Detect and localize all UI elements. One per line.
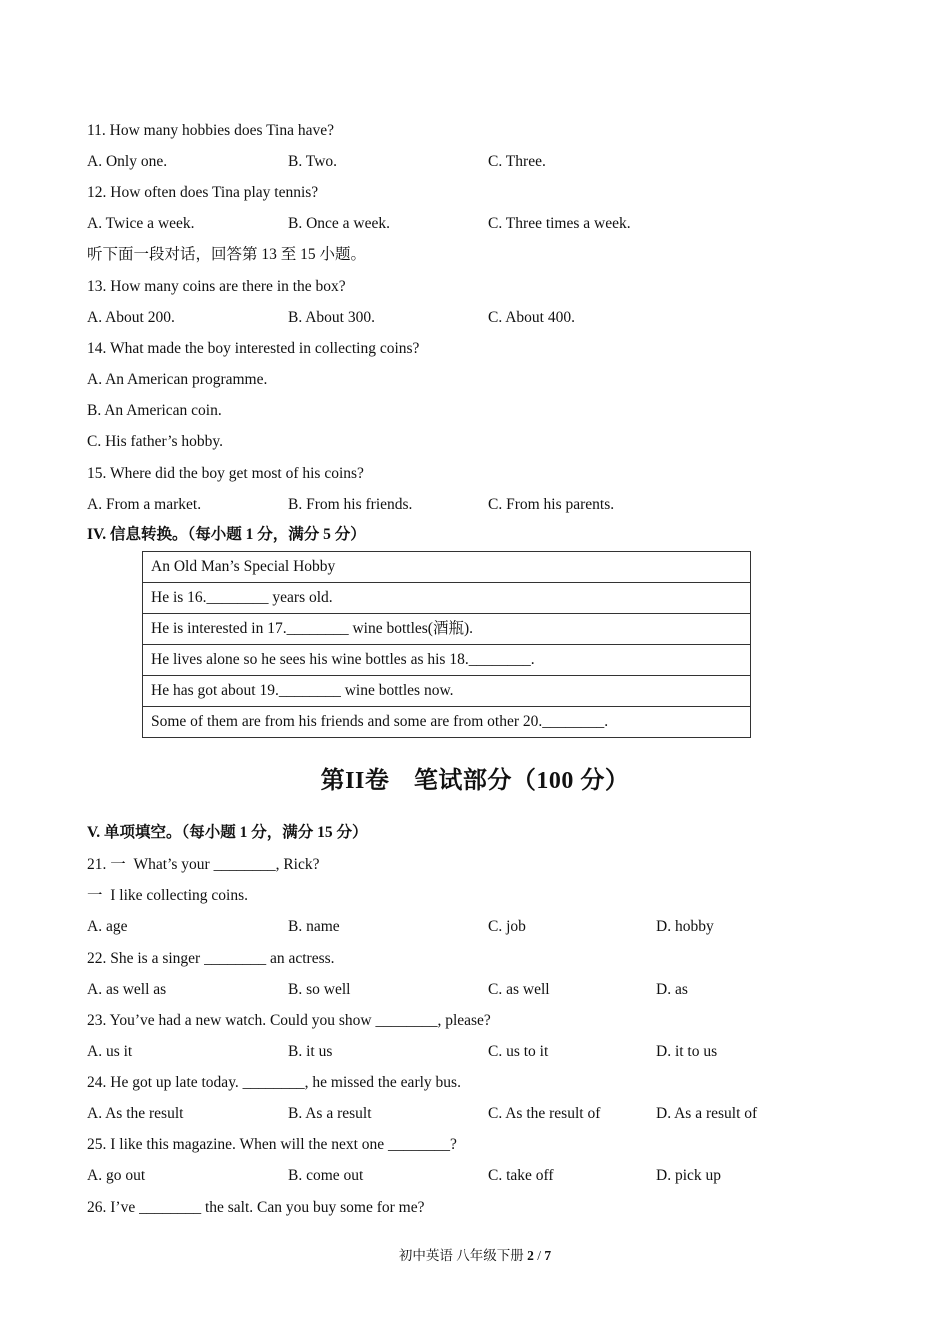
option: C. us to it	[488, 1043, 549, 1060]
option: A. Only one.	[87, 153, 168, 170]
option: B. Once a week.	[288, 215, 390, 232]
question-stem: 21. 一 What’s your ________, Rick?	[87, 856, 320, 873]
page-number: 2	[527, 1248, 534, 1263]
footer-text: 初中英语 八年级下册	[398, 1248, 528, 1263]
table-row: He is 16.________ years old.	[143, 583, 751, 614]
table-row: He lives alone so he sees his wine bottles as his 18.________.	[143, 645, 751, 676]
option: C. His father’s hobby.	[87, 433, 224, 450]
option: C. Three.	[488, 153, 546, 170]
question-stem: 24. He got up late today. ________, he missed the early bus.	[87, 1074, 461, 1091]
table-row: He has got about 19.________ wine bottles now.	[143, 676, 751, 707]
option: B. come out	[288, 1167, 364, 1184]
option: D. it to us	[656, 1043, 718, 1060]
listening-instruction: 听下面一段对话，回答第 13 至 15 小题。	[87, 246, 367, 263]
question-stem: 23. You’ve had a new watch. Could you show ________, please?	[87, 1012, 491, 1029]
option: B. An American coin.	[87, 402, 222, 419]
option: A. as well as	[87, 981, 167, 998]
info-table	[142, 551, 751, 738]
table-row: He is interested in 17.________ wine bottles(酒瓶).	[143, 614, 751, 645]
option: B. As a result	[288, 1105, 372, 1122]
option: B. From his friends.	[288, 496, 413, 513]
question-stem: 13. How many coins are there in the box?	[87, 278, 346, 295]
option: C. job	[488, 918, 526, 935]
question-stem: 22. She is a singer ________ an actress.	[87, 950, 335, 967]
question-stem: 15. Where did the boy get most of his coins?	[87, 465, 364, 482]
section-heading: V. 单项填空。（每小题 1 分，满分 15 分）	[87, 824, 368, 841]
option: B. name	[288, 918, 340, 935]
option: D. hobby	[656, 918, 714, 935]
option: A. As the result	[87, 1105, 184, 1122]
page-footer	[0, 1247, 950, 1265]
question-stem: 11. How many hobbies does Tina have?	[87, 122, 334, 139]
option: C. From his parents.	[488, 496, 615, 513]
part-title: 第II卷 笔试部分（100 分）	[320, 768, 630, 794]
option: C. As the result of	[488, 1105, 601, 1122]
table-row: Some of them are from his friends and some are from other 20.________.	[143, 707, 751, 738]
question-stem: 26. I’ve ________ the salt. Can you buy some for me?	[87, 1199, 425, 1216]
option: C. as well	[488, 981, 550, 998]
question-stem: 12. How often does Tina play tennis?	[87, 184, 319, 201]
option: B. Two.	[288, 153, 338, 170]
page-separator: /	[533, 1248, 545, 1263]
option: A. us it	[87, 1043, 133, 1060]
option: D. as	[656, 981, 688, 998]
option: C. About 400.	[488, 309, 575, 326]
option: B. it us	[288, 1043, 333, 1060]
question-stem: 25. I like this magazine. When will the next one ________?	[87, 1136, 457, 1153]
option: C. Three times a week.	[488, 215, 631, 232]
table-row: An Old Man’s Special Hobby	[143, 552, 751, 583]
option: B. About 300.	[288, 309, 375, 326]
option: A. go out	[87, 1167, 146, 1184]
option: A. From a market.	[87, 496, 202, 513]
option: C. take off	[488, 1167, 554, 1184]
page-total: 7	[544, 1248, 552, 1263]
option: A. An American programme.	[87, 371, 268, 388]
option: B. so well	[288, 981, 351, 998]
option: D. pick up	[656, 1167, 722, 1184]
section-heading: IV. 信息转换。（每小题 1 分，满分 5 分）	[87, 526, 366, 543]
question-stem: 14. What made the boy interested in collecting coins?	[87, 340, 420, 357]
option: A. About 200.	[87, 309, 175, 326]
option: D. As a result of	[656, 1105, 758, 1122]
option: A. Twice a week.	[87, 215, 195, 232]
option: A. age	[87, 918, 128, 935]
question-stem: 一 I like collecting coins.	[87, 887, 248, 904]
